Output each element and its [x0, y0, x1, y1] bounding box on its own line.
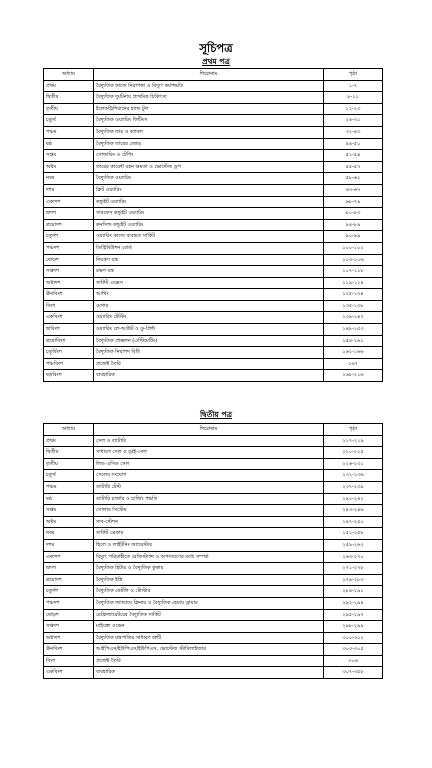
table-row	[44, 312, 383, 324]
table-row	[44, 458, 383, 470]
chapter-cell: বিংশ	[44, 655, 94, 667]
title-cell: রেফ্রিজারেটরের বৈদ্যুতিক সার্কিট	[94, 609, 324, 621]
title-cell: সেলের সংযোগ	[94, 470, 324, 482]
title-cell: ডিস্ট্রিবিউশন বোর্ড	[94, 242, 324, 254]
title-cell: রক্ষণ যন্ত্র	[94, 266, 324, 278]
title-cell: ওয়্যারিং লে-আউট ও ডু-প্রিন্ট	[94, 324, 324, 336]
column-header-chapter: অধ্যায়	[44, 69, 94, 81]
chapter-cell: অষ্টাদশ	[44, 277, 94, 289]
part-1-table	[43, 68, 383, 382]
part-2-table	[43, 423, 383, 679]
page-cell: ৪৪-৫০	[324, 138, 383, 150]
table-row	[44, 597, 383, 609]
table-row	[44, 196, 383, 208]
page-cell: ২৯৮-২৯৯	[324, 621, 383, 633]
chapter-cell: ত্রয়োদশ	[44, 219, 94, 231]
table-row	[44, 126, 383, 138]
table-row	[44, 551, 383, 563]
page-cell: ২৪৭-২৫০	[324, 516, 383, 528]
chapter-cell: চতুর্দশ	[44, 586, 94, 598]
page-cell: ২৪০-২৪২	[324, 493, 383, 505]
chapter-cell: ঊনবিংশ	[44, 644, 94, 656]
column-header-chapter: অধ্যায়	[44, 424, 94, 436]
table-row	[44, 150, 383, 162]
part-2-rows	[44, 435, 383, 678]
table-row	[44, 115, 383, 127]
table-row	[44, 219, 383, 231]
chapter-cell: প্রথম	[44, 435, 94, 447]
title-cell: বৈদ্যুতিক ওয়্যারিং ফিটিংস	[94, 115, 324, 127]
table-row	[44, 358, 383, 370]
page-cell: ১৫৪-১৬১	[324, 335, 383, 347]
table-row	[44, 289, 383, 301]
title-cell: মেগার	[94, 300, 324, 312]
title-cell: ব্যাটারি টেস্ট	[94, 481, 324, 493]
table-row	[44, 539, 383, 551]
title-cell: বৈদ্যুতিক ফ্যান্ডামে ক্লিনার ও বৈদ্যুতিক হেয়ার ড্রায়ার	[94, 597, 324, 609]
title-cell: ক্লিট ওয়্যারিং	[94, 184, 324, 196]
title-cell: আর্থিং	[94, 289, 324, 301]
title-cell: হিলে ও লাইটনিং অ্যারেস্টার	[94, 539, 324, 551]
table-row	[44, 161, 383, 173]
page-cell: ৩০৬	[324, 655, 383, 667]
page-cell: ২৩২-২৩৬	[324, 470, 383, 482]
column-header-title: শিরোনাম	[94, 69, 324, 81]
chapter-cell: অষ্টাদশ	[44, 632, 94, 644]
part-1-heading: প্রথম পত্র	[202, 57, 230, 66]
page-cell: ২৬৩-২৭০	[324, 551, 383, 563]
page-cell: ১০৩-১০৬	[324, 254, 383, 266]
chapter-cell: দ্বাবিংশ	[44, 324, 94, 336]
chapter-cell: দ্বিতীয়	[44, 92, 94, 104]
page-cell: ৩২-৪৩	[324, 126, 383, 138]
title-cell: তারের কারেন্ট বহন ক্ষমতা ও ভোল্টেজ ড্রপ	[94, 161, 324, 173]
title-cell: মাইক্রো ওভেন	[94, 621, 324, 633]
title-cell: বৈদ্যুতিক ওয়্যারিং	[94, 173, 324, 185]
table-row	[44, 324, 383, 336]
table-row	[44, 505, 383, 517]
title-cell: আইপিএস/ইউপিএস/ইউপিএস, ভোল্টেজ স্টাবিলাইজার	[94, 644, 324, 656]
table-header-row	[44, 69, 383, 81]
page-cell: ৮-১১	[324, 92, 383, 104]
chapter-cell: দ্বাদশ	[44, 563, 94, 575]
page-cell: ৮০-৮৩	[324, 208, 383, 220]
title-cell: বৈদ্যুতিক নিরাপদ বিধি	[94, 347, 324, 359]
title-cell: সোল্ডারিং ও টেপিং	[94, 150, 324, 162]
page-cell: ১০০-১০২	[324, 242, 383, 254]
chapter-cell: ষড়বিংশ	[44, 370, 94, 382]
table-row	[44, 347, 383, 359]
table-row	[44, 481, 383, 493]
title-cell: কন্ডুইট ওয়্যারিং	[94, 196, 324, 208]
table-row	[44, 254, 383, 266]
title-cell: নিয়ন্ত্রণ যন্ত্র	[94, 254, 324, 266]
page-cell: ৬৩-৬৭	[324, 184, 383, 196]
title-cell: বৈদ্যুতিক হিটার ও বৈদ্যুতিক কুকার	[94, 563, 324, 575]
chapter-cell: একাদশ	[44, 551, 94, 563]
page-cell: ৫১-৫৪	[324, 150, 383, 162]
title-cell: ওয়্যারিং কাজে ব্যবহৃত সার্কিট	[94, 231, 324, 243]
title-cell: বৈদ্যুতিক কাজে নিরাপত্তা ও বিদ্যুৎ কর্মপদ্ধতি	[94, 80, 324, 92]
table-row	[44, 231, 383, 243]
chapter-cell: দ্বাদশ	[44, 208, 94, 220]
page-cell: ১৩৯-১৪৭	[324, 312, 383, 324]
table-row	[44, 92, 383, 104]
chapter-cell: তৃতীয়	[44, 103, 94, 115]
title-cell: ইলেকট্রিশিয়ানের হ্যান্ড টুল	[94, 103, 324, 115]
table-row	[44, 667, 383, 679]
table-row	[44, 138, 383, 150]
chapter-cell: ষষ্ঠ	[44, 138, 94, 150]
title-cell: সেল ও ব্যাটারি	[94, 435, 324, 447]
table-row	[44, 632, 383, 644]
table-row	[44, 173, 383, 185]
table-row	[44, 528, 383, 540]
chapter-cell: চতুর্থ	[44, 470, 94, 482]
page-cell: ১১৯-১২৪	[324, 277, 383, 289]
title-cell: বৈদ্যুতিক তারের জোড়	[94, 138, 324, 150]
part-1-rows	[44, 80, 383, 381]
chapter-cell: পঞ্চম	[44, 126, 94, 138]
table-row	[44, 516, 383, 528]
page-cell: ২৭৯-২৮৩	[324, 574, 383, 586]
title-cell: বৈদ্যুতিক ইস্ত্রি	[94, 574, 324, 586]
table-row	[44, 370, 383, 382]
title-cell: প্রজেক্ট তৈরি	[94, 655, 324, 667]
title-cell: সাধারণ সেল ও ড্রাই-সেল	[94, 447, 324, 459]
chapter-cell: চতুর্থ	[44, 115, 94, 127]
title-cell: সার্কিট এক্সেস	[94, 277, 324, 289]
table-row	[44, 435, 383, 447]
page-cell: ১২৫-১৩৪	[324, 289, 383, 301]
page-cell: ১৬৭	[324, 358, 383, 370]
chapter-cell: ষষ্ঠ	[44, 493, 94, 505]
chapter-cell: নবম	[44, 528, 94, 540]
page-cell: ৮৪-৮৯	[324, 219, 383, 231]
table-row	[44, 300, 383, 312]
page-cell: ১৬২-১৬৬	[324, 347, 383, 359]
page-cell: ১-৭	[324, 80, 383, 92]
page-cell: ১৪৮-১৫৩	[324, 324, 383, 336]
title-cell: বৈদ্যুতিক তার ও ক্যাবল	[94, 126, 324, 138]
title-cell: ব্যবহারিক	[94, 667, 324, 679]
page-cell: ২৪-৩১	[324, 115, 383, 127]
title-cell: ব্যাটারি চার্জার ও চার্জিং পদ্ধতি	[94, 493, 324, 505]
chapter-cell: তৃতীয়	[44, 458, 94, 470]
table-row	[44, 266, 383, 278]
chapter-cell: ত্রয়োদশ	[44, 574, 94, 586]
table-row	[44, 563, 383, 575]
page-cell: ৫৫-৫৭	[324, 161, 383, 173]
chapter-cell: বিংশ	[44, 300, 94, 312]
chapter-cell: অষ্টম	[44, 161, 94, 173]
table-row	[44, 242, 383, 254]
page-cell: ৩০৭-৩৫৮	[324, 667, 383, 679]
page-cell: ১২-২৩	[324, 103, 383, 115]
title-cell: লিড এসিড সেল	[94, 458, 324, 470]
table-row	[44, 208, 383, 220]
column-header-title: শিরোনাম	[94, 424, 324, 436]
table-row	[44, 447, 383, 459]
chapter-cell: দশম	[44, 539, 94, 551]
chapter-cell: ত্রয়োবিংশ	[44, 335, 94, 347]
page-cell: ২৭১-২৭৮	[324, 563, 383, 575]
table-row	[44, 574, 383, 586]
chapter-cell: পঞ্চদশ	[44, 242, 94, 254]
title-cell: সারফেস কন্ডুইট ওয়্যারিং	[94, 208, 324, 220]
table-row	[44, 277, 383, 289]
page-cell: ৯০-৯৯	[324, 231, 383, 243]
table-row	[44, 470, 383, 482]
table-row	[44, 586, 383, 598]
title-cell: বিদ্যুৎ পরিবাহীতে রেজিস্ট্যান্স ও অপসারণের মধ্যে সম্পর্ক	[94, 551, 324, 563]
page-cell: ২৯২-২৯৪	[324, 597, 383, 609]
page-cell: ২৪৩-২৪৬	[324, 505, 383, 517]
title-cell: বৈদ্যুতিক দুর্ঘটনায় প্রাথমিক চিকিৎসা	[94, 92, 324, 104]
table-header-row	[44, 424, 383, 436]
chapter-cell: পঞ্চদশ	[44, 597, 94, 609]
chapter-cell: চতুর্দশ	[44, 231, 94, 243]
chapter-cell: পঞ্চম	[44, 481, 94, 493]
page-cell: ২৩৭-২৩৯	[324, 481, 383, 493]
table-row	[44, 80, 383, 92]
part-2-heading: দ্বিতীয় পত্র	[199, 410, 232, 419]
table-row	[44, 621, 383, 633]
page-cell: ১৬৮-২১৬	[324, 370, 383, 382]
page-cell: ২৮৪-২৯১	[324, 586, 383, 598]
page-cell: ৩০৩-৩০৫	[324, 644, 383, 656]
chapter-cell: সপ্তম	[44, 150, 94, 162]
chapter-cell: সপ্তদশ	[44, 266, 94, 278]
page-cell: ২১৭-২১৯	[324, 435, 383, 447]
chapter-cell: ঊনবিংশ	[44, 289, 94, 301]
title-cell: বৈদ্যুতিক যন্ত্রপাতির সাধারণ ত্রুটি	[94, 632, 324, 644]
table-row	[44, 335, 383, 347]
title-cell: ওয়্যারিং টেস্টিং	[94, 312, 324, 324]
title-cell: সার্কিট ব্রেকার	[94, 528, 324, 540]
chapter-cell: ষোড়শ	[44, 254, 94, 266]
title-cell: কনসিল্ড কন্ডুইট ওয়্যারিং	[94, 219, 324, 231]
chapter-cell: একবিংশ	[44, 312, 94, 324]
chapter-cell: নবম	[44, 173, 94, 185]
page-cell: ২৫১-২৫৮	[324, 528, 383, 540]
page-title: সূচিপত্র	[199, 41, 233, 55]
column-header-page: পৃষ্ঠা	[324, 424, 383, 436]
table-row	[44, 493, 383, 505]
page-cell: ২৯৫-২৯৭	[324, 609, 383, 621]
column-header-page: পৃষ্ঠা	[324, 69, 383, 81]
table-row	[44, 103, 383, 115]
chapter-cell: ষোড়শ	[44, 609, 94, 621]
page-cell: ২২৬-২৩১	[324, 458, 383, 470]
page-cell: ১০৭-১১৮	[324, 266, 383, 278]
title-cell: সাব-স্টেশন	[94, 516, 324, 528]
page-cell: ২২০-২২৫	[324, 447, 383, 459]
table-row	[44, 644, 383, 656]
chapter-cell: দশম	[44, 184, 94, 196]
chapter-cell: একাদশ	[44, 196, 94, 208]
title-cell: বৈদ্যুতিক প্রাক্কলন (এস্টিমেটিং)	[94, 335, 324, 347]
chapter-cell: প্রথম	[44, 80, 94, 92]
page-cell: ২৫৯-২৬২	[324, 539, 383, 551]
chapter-cell: অষ্টম	[44, 516, 94, 528]
chapter-cell: একবিংশ	[44, 667, 94, 679]
page-cell: ৬৮-৭৯	[324, 196, 383, 208]
title-cell: ব্যবহারিক	[94, 370, 324, 382]
page-cell: ১৩৫-১৩৮	[324, 300, 383, 312]
chapter-cell: চতুর্বিংশ	[44, 347, 94, 359]
page-cell: ৫৮-৬২	[324, 173, 383, 185]
chapter-cell: সপ্তম	[44, 505, 94, 517]
page-cell: ৩০০-৩০২	[324, 632, 383, 644]
table-row	[44, 655, 383, 667]
chapter-cell: সপ্তদশ	[44, 621, 94, 633]
chapter-cell: দ্বিতীয়	[44, 447, 94, 459]
table-row	[44, 184, 383, 196]
chapter-cell: পঞ্চবিংশ	[44, 358, 94, 370]
title-cell: সোলার সিস্টেম	[94, 505, 324, 517]
title-cell: বৈদ্যুতিক কেটলি ও টোস্টার	[94, 586, 324, 598]
table-row	[44, 609, 383, 621]
title-cell: প্রজেক্ট তৈরি	[94, 358, 324, 370]
